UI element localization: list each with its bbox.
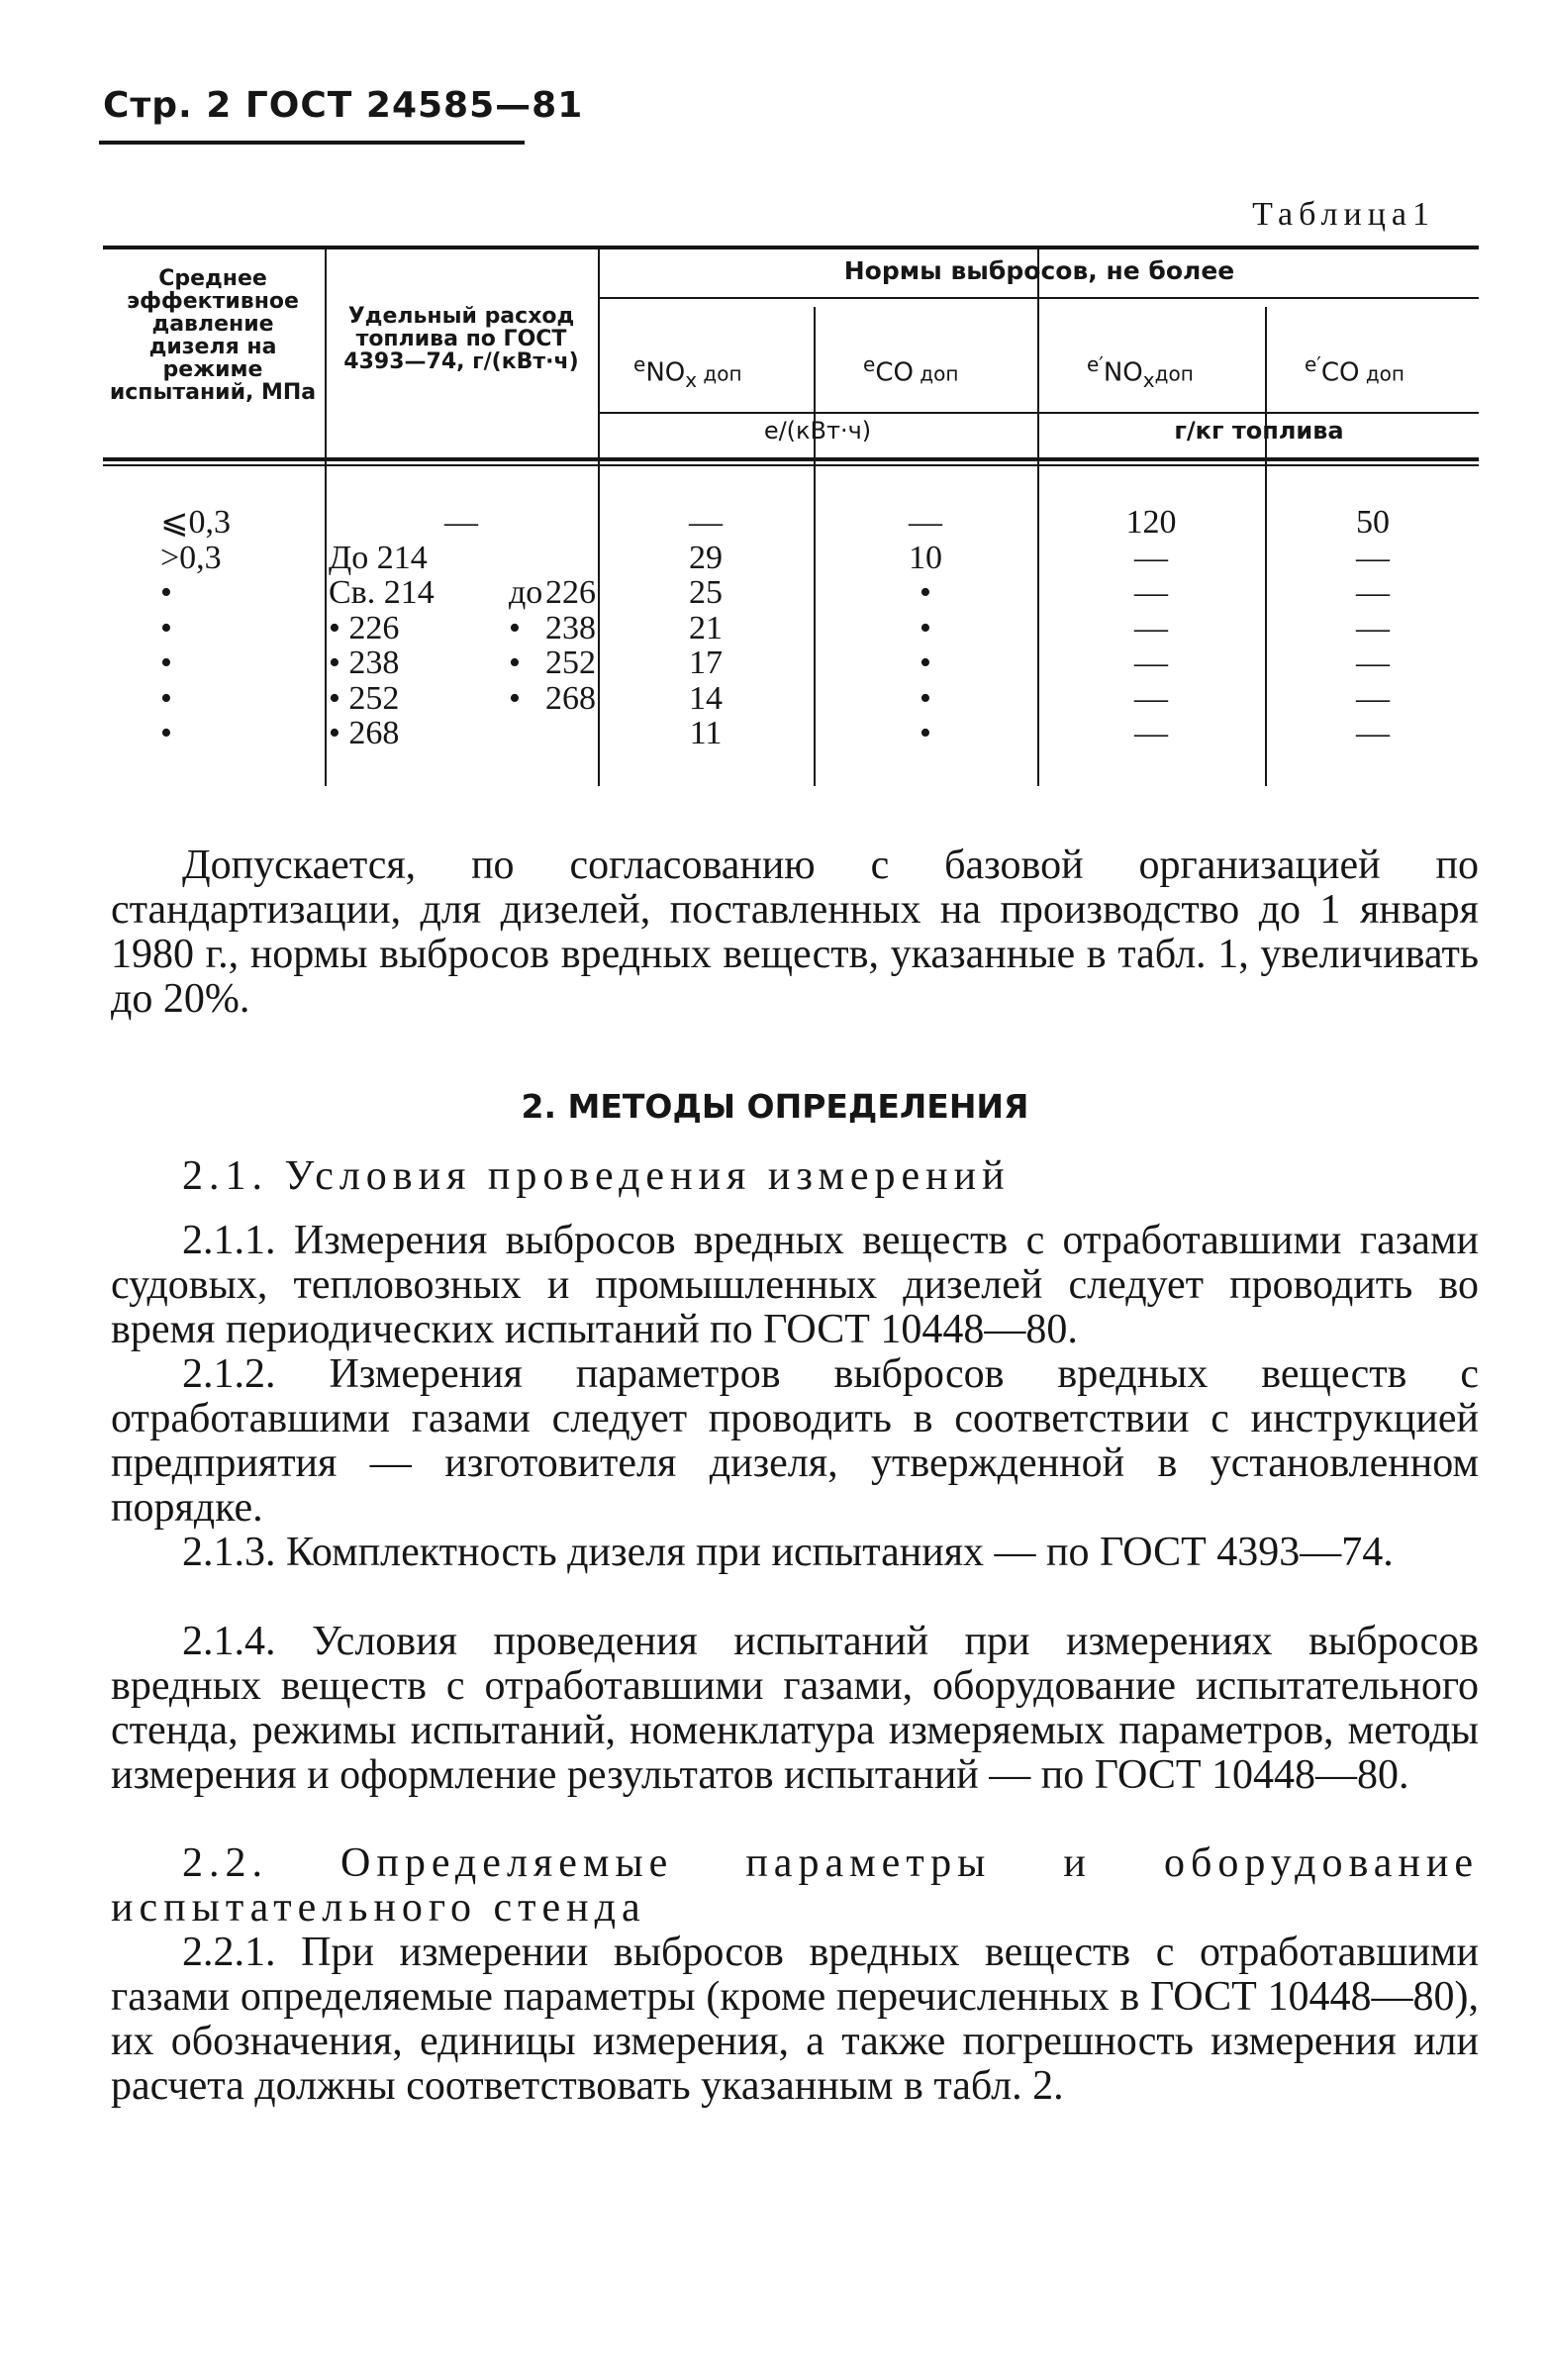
- consumption-cell: —: [444, 504, 478, 541]
- co-per-kg-cell: —: [1356, 574, 1390, 611]
- nox-per-kg-cell: —: [1134, 645, 1168, 681]
- consumption-to-cell: 268: [545, 679, 596, 717]
- consumption-to-word-cell: •: [509, 679, 521, 717]
- nox-per-kg-cell: —: [1134, 539, 1168, 576]
- pressure-cell: >0,3: [160, 539, 222, 576]
- nox-allowed-cell: 21: [689, 609, 723, 646]
- consumption-from-cell: • 252: [329, 679, 400, 717]
- clause-2-1-2: 2.1.2. Измерения параметров выбросов вредных веществ с отработавшими газами следует проводить в соответствии с инструкцией предприятия — изготовителя дизеля, утвержденной в установленном порядке.: [111, 1351, 1479, 1531]
- consumption-from-cell: • 268: [329, 715, 400, 751]
- pressure-cell: ⩽0,3: [160, 504, 231, 541]
- pressure-cell: •: [160, 679, 172, 717]
- table-top-rule: [103, 246, 1479, 249]
- pressure-cell: •: [160, 715, 172, 751]
- table-header-bottom-rule-2: [103, 464, 1479, 466]
- clause-2-1-1: 2.1.1. Измерения выбросов вредных веществ с отработавшими газами судовых, тепловозных и промышленных дизелей следует проводить во время периодических испытаний по ГОСТ 10448—80.: [111, 1218, 1479, 1352]
- clause-2-2-1: 2.2.1. При измерении выбросов вредных веществ с отработавшими газами определяемые параметры (кроме перечисленных в ГОСТ 10448—80), их обозначения, единицы измерения, а также погрешность измерения или расчета должны соответствовать указанным в табл. 2.: [111, 1930, 1479, 2109]
- header-pressure: Среднее эффективное давление дизеля на режиме испытаний, МПа: [109, 266, 317, 405]
- consumption-to-word-cell: •: [509, 609, 521, 646]
- header-rule: [99, 141, 525, 145]
- co-allowed-cell: •: [920, 715, 931, 751]
- co-allowed-cell: —: [909, 504, 942, 541]
- subsection-2-1: 2.1. Условия проведения измерений: [182, 1153, 1011, 1199]
- nox-per-kg-cell: —: [1134, 609, 1168, 646]
- clause-2-1-4: 2.1.4. Условия проведения испытаний при измерениях выбросов вредных веществ с отработавшими газами, оборудование испытательного стенда, режимы испытаний, номенклатура измеряемых параметров, методы измерения и оформление результатов испытаний — по ГОСТ 10448—80.: [111, 1619, 1479, 1798]
- unit-per-kwh: e/(кВт·ч): [763, 417, 872, 445]
- co-allowed-cell: •: [920, 645, 931, 681]
- nox-per-kg-cell: —: [1134, 679, 1168, 717]
- consumption-from-cell: До 214: [329, 539, 428, 576]
- co-allowed-cell: •: [920, 679, 931, 717]
- table-header-bottom-rule: [103, 457, 1479, 461]
- co-per-kg-cell: 50: [1356, 504, 1390, 541]
- co-per-kg-cell: —: [1356, 539, 1390, 576]
- co-per-kg-cell: —: [1356, 679, 1390, 717]
- consumption-to-cell: 226: [545, 574, 596, 611]
- page-header: Стр. 2 ГОСТ 24585—81: [103, 85, 584, 126]
- section-title: 2. МЕТОДЫ ОПРЕДЕЛЕНИЯ: [521, 1087, 1029, 1126]
- pressure-cell: •: [160, 645, 172, 681]
- pressure-cell: •: [160, 574, 172, 611]
- consumption-to-word-cell: •: [509, 645, 521, 681]
- subsection-2-2: 2.2. Определяемые параметры и оборудование испытательного стенда: [111, 1840, 1479, 1931]
- co-per-kg-cell: —: [1356, 715, 1390, 751]
- consumption-to-cell: 238: [545, 609, 596, 646]
- col-divider-1: [325, 249, 327, 786]
- note-paragraph: Допускается, по согласованию с базовой организацией по стандартизации, для дизелей, поставленных на производство до 1 января 1980 г., нормы выбросов вредных веществ, указанные в табл. 1, увеличивать до 20%.: [111, 843, 1479, 1022]
- pressure-cell: •: [160, 609, 172, 646]
- nox-allowed-cell: 25: [689, 574, 723, 611]
- nox-per-kg-cell: —: [1134, 574, 1168, 611]
- nox-allowed-cell: 17: [689, 645, 723, 681]
- consumption-from-cell: Св. 214: [329, 574, 435, 611]
- nox-allowed-cell: —: [689, 504, 723, 541]
- clause-2-1-3: 2.1.3. Комплектность дизеля при испытаниях — по ГОСТ 4393—74.: [182, 1530, 1394, 1575]
- co-allowed-cell: •: [920, 574, 931, 611]
- nox-allowed-cell: 14: [689, 679, 723, 717]
- symbol-nox-allowed: $^eNO_x$ доп: [633, 352, 742, 392]
- nox-allowed-cell: 11: [689, 715, 723, 751]
- header-fuel-consumption: Удельный расход топлива по ГОСТ 4393—74, г/(кВт·ч): [343, 304, 579, 374]
- consumption-to-word-cell: до: [509, 574, 543, 611]
- co-per-kg-cell: —: [1356, 609, 1390, 646]
- symbol-nox-specific: $^{e'}NO_xдоп$: [1087, 352, 1194, 392]
- nox-allowed-cell: 29: [689, 539, 723, 576]
- nox-per-kg-cell: 120: [1125, 504, 1177, 541]
- table-label: Таблица1: [1252, 196, 1435, 233]
- consumption-to-cell: 252: [545, 645, 596, 681]
- co-allowed-cell: 10: [909, 539, 942, 576]
- unit-per-kg-fuel: г/кг топлива: [1174, 417, 1344, 445]
- symbol-co-specific: $^{e'}$CO доп: [1305, 352, 1405, 388]
- consumption-from-cell: • 226: [329, 609, 400, 646]
- nox-per-kg-cell: —: [1134, 715, 1168, 751]
- co-per-kg-cell: —: [1356, 645, 1390, 681]
- co-allowed-cell: •: [920, 609, 931, 646]
- symbol-co-allowed: $^e$CO доп: [863, 352, 959, 388]
- consumption-from-cell: • 238: [329, 645, 400, 681]
- header-emission-norms: Нормы выбросов, не более: [843, 256, 1235, 285]
